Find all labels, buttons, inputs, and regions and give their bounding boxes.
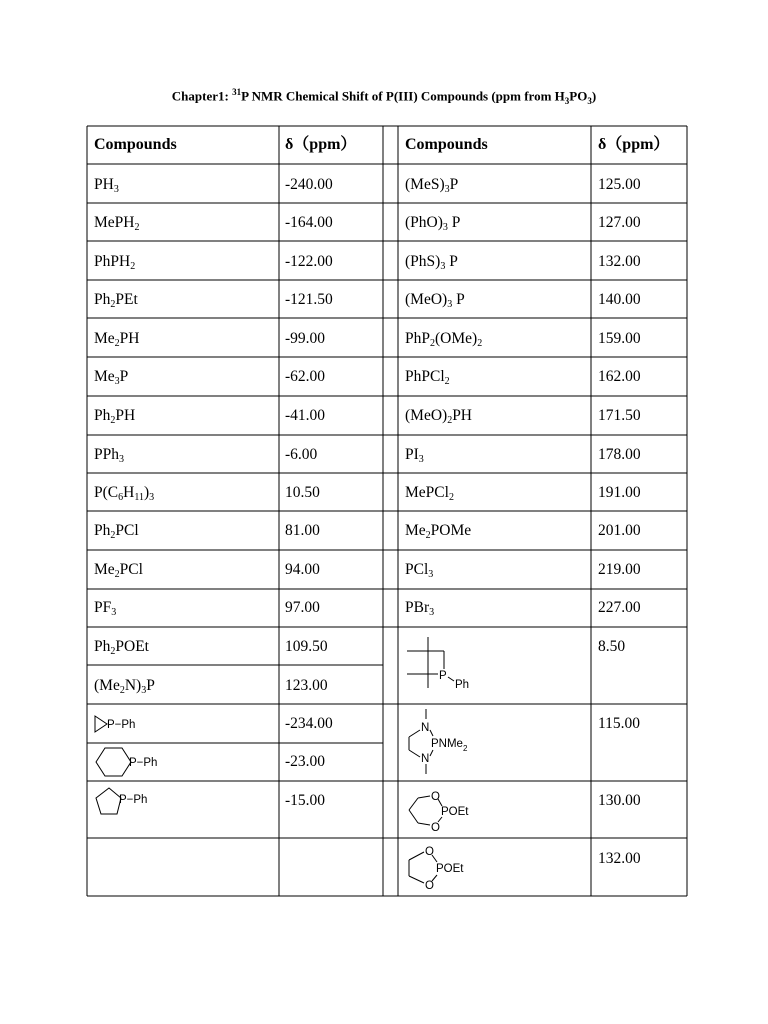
compound-pho3p: $(PhO)_3$ P [405, 214, 461, 233]
header-compounds-left: Compounds [94, 136, 177, 153]
shift-pph3: -6.00 [285, 446, 318, 463]
compound-me2n3p: $(Me_2N)_3P$ [94, 677, 155, 696]
shift-ph2poet: 109.50 [285, 638, 328, 655]
dioxaphosphinane-structure [404, 786, 494, 836]
shift-ph2pcl: 81.00 [285, 522, 320, 539]
compound-meo2ph: $(MeO)_2PH$ [405, 407, 473, 426]
shift-mes3p: 125.00 [598, 176, 641, 193]
compound-ph2poet: $Ph_2POEt$ [94, 638, 149, 657]
header-compounds-right: Compounds [405, 136, 488, 153]
struct-label: P−Ph [107, 719, 136, 731]
shift-phs3p: 132.00 [598, 253, 641, 270]
shift-me2pome: 201.00 [598, 522, 641, 539]
compound-mepcl2: MePCl$_2$ [405, 484, 454, 503]
struct-label-n1: N [421, 722, 430, 734]
shift-pi3: 178.00 [598, 446, 641, 463]
page-title: Chapter1: $^{31}$P NMR Chemical Shift of P(III) Compounds (ppm from $H_3PO_3$) [171, 87, 597, 106]
header-shift-right: δ（ppm） [598, 136, 670, 153]
struct-label-poet: POEt [436, 863, 464, 875]
compound-pi3: $PI_3$ [405, 446, 424, 465]
shift-me2ph: -99.00 [285, 330, 326, 347]
shift-pbr3: 227.00 [598, 599, 641, 616]
shift-phospholane: -15.00 [285, 792, 326, 809]
struct-label-pnme: PNMe$_2$ [431, 738, 468, 753]
shift-phosphinane: -23.00 [285, 753, 326, 770]
compound-phph2: PhPH$_2$ [94, 253, 136, 272]
compound-php2ome2: $PhP_2(OMe)_2$ [405, 330, 483, 349]
compound-pf3: $PF_3$ [94, 599, 117, 618]
struct-label-p: P [439, 670, 447, 682]
compound-meph2: MePH$_2$ [94, 214, 140, 233]
header-shift-left: δ（ppm） [285, 136, 357, 153]
shift-phpcl2: 162.00 [598, 368, 641, 385]
shift-ph2pet: -121.50 [285, 291, 333, 308]
compound-me2pome: $Me_2POMe$ [405, 522, 472, 541]
shift-pcl3: 219.00 [598, 561, 641, 578]
shift-ph2ph: -41.00 [285, 407, 326, 424]
compound-phs3p: $(PhS)_3$ P [405, 253, 458, 272]
struct-label-ph: Ph [455, 679, 470, 691]
struct-label: P−Ph [129, 757, 158, 769]
struct-label-o2: O [425, 880, 434, 892]
shift-phosphetane: 8.50 [598, 638, 626, 655]
struct-label-o2: O [431, 822, 440, 834]
triangle-ring-shape [95, 716, 107, 732]
compound-pcy3: $P(C_6H_{11})_3$ [94, 484, 155, 503]
diazaphospholidine-structure [404, 708, 494, 776]
pentagon-ring-shape [96, 788, 121, 814]
compound-mes3p: $(MeS)_3P$ [405, 176, 459, 195]
hexagon-ring-shape [96, 748, 131, 776]
shift-dioxaphospholane: 132.00 [598, 850, 641, 867]
compound-meo3p: $(MeO)_3$ P [405, 291, 465, 310]
shift-pcy3: 10.50 [285, 484, 320, 501]
compound-me2ph: $Me_2PH$ [94, 330, 140, 349]
shift-meo3p: 140.00 [598, 291, 641, 308]
struct-label-o1: O [431, 791, 440, 803]
compound-pbr3: PBr$_3$ [405, 599, 435, 618]
shift-pho3p: 127.00 [598, 214, 641, 231]
shift-diazaphospholidine: 115.00 [598, 715, 641, 732]
dioxaphospholane-structure [404, 842, 494, 894]
compound-me2pcl: $Me_2PCl$ [94, 561, 143, 580]
compound-ph2pcl: $Ph_2PCl$ [94, 522, 139, 541]
shift-meo2ph: 171.50 [598, 407, 641, 424]
compound-ph2pet: $Ph_2PEt$ [94, 291, 138, 310]
struct-label: P−Ph [119, 794, 148, 806]
phosphinane-structure [92, 745, 182, 779]
shift-me2pcl: 94.00 [285, 561, 320, 578]
struct-label-poet: POEt [441, 806, 469, 818]
shift-phosphirane: -234.00 [285, 715, 333, 732]
phosphetane-structure [404, 632, 484, 698]
shift-ph3: -240.00 [285, 176, 333, 193]
shift-phph2: -122.00 [285, 253, 333, 270]
compound-phpcl2: PhPCl$_2$ [405, 368, 450, 387]
compound-ph3: $PH_3$ [94, 176, 119, 195]
struct-label-o1: O [425, 846, 434, 858]
compound-me3p: $Me_3P$ [94, 368, 129, 387]
shift-pf3: 97.00 [285, 599, 320, 616]
phospholane-structure [92, 784, 172, 820]
compound-pph3: PPh$_3$ [94, 446, 124, 465]
shift-dioxaphosphinane: 130.00 [598, 792, 641, 809]
compound-pcl3: PCl$_3$ [405, 561, 434, 580]
shift-meph2: -164.00 [285, 214, 333, 231]
shift-me2n3p: 123.00 [285, 677, 328, 694]
shift-me3p: -62.00 [285, 368, 326, 385]
compound-ph2ph: $Ph_2PH$ [94, 407, 136, 426]
shift-mepcl2: 191.00 [598, 484, 641, 501]
shift-php2ome2: 159.00 [598, 330, 641, 347]
struct-label-n2: N [421, 753, 430, 765]
phosphirane-structure [92, 710, 172, 738]
